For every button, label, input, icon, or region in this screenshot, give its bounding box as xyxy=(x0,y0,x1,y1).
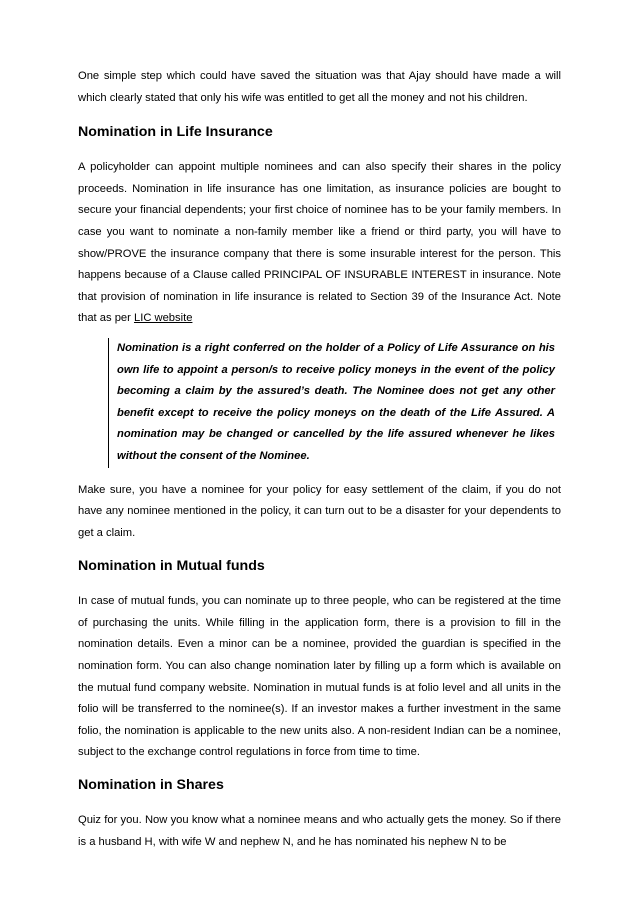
intro-paragraph: One simple step which could have saved the situation was that Ajay should have made a will which clearly stated that only his wife was entitled to get all the money and not his children. xyxy=(78,70,561,104)
heading-life-insurance: Nomination in Life Insurance xyxy=(78,124,273,141)
lic-website-link[interactable]: LIC website xyxy=(133,312,193,325)
heading-mutual-funds: Nomination in Mutual funds xyxy=(78,558,265,575)
mutual-funds-paragraph: In case of mutual funds, you can nominate up to three people, who can be registered at the time of purchasing the units. While filling in the application form, there is a provision to fill in the nomination details. Even a minor can be a nominee, provided the guardian is specified in the nomination form. You can also change nomination later by filling up a form which is available on the mutual fund company website. Nomination in mutual funds is at folio level and all units in the folio will be transferred to the nominee(s). If an investor makes a further investment in the same folio, the nomination is applicable to the new units also. A non-resident Indian can be a nominee, subject to the exchange control regulations in force from time to time. xyxy=(78,595,561,759)
life-insurance-text: A policyholder can appoint multiple nominees and can also specify their shares in the policy proceeds. Nomination in life insurance has one limitation, as insurance policies are bought to secure your financial dependents; your first choice of nominee has to be your family members. In case you want to nominate a non-family member like a friend or third party, you will have to show/PROVE the insurance company that there is some insurable interest for the person. This happens because of a Clause called PRINCIPAL OF INSURABLE INTEREST in insurance. Note that provision of nomination in life insurance is related to Section 39 of the Insurance Act. Note that as per xyxy=(78,161,561,325)
life-insurance-paragraph xyxy=(78,157,561,330)
document-body xyxy=(78,66,561,853)
nominee-advice-paragraph: Make sure, you have a nominee for your policy for easy settlement of the claim, if you do not have any nominee mentioned in the policy, it can turn out to be a disaster for your dependents to get a claim. xyxy=(78,483,561,539)
heading-shares: Nomination in Shares xyxy=(78,777,224,794)
lic-quote-block xyxy=(108,338,555,468)
lic-quote-text: Nomination is a right conferred on the holder of a Policy of Life Assurance on his own life to appoint a person/s to receive policy moneys in the event of the policy becoming a claim by the assured’s death. The Nominee does not get any other benefit except to receive the policy moneys on the death of the Life Assured. A nomination may be changed or cancelled by the life assured whenever he likes without the consent of the Nominee. xyxy=(117,341,555,462)
shares-paragraph: Quiz for you. Now you know what a nominee means and who actually gets the money. So if there is a husband H, with wife W and nephew N, and he has nominated his nephew N to be xyxy=(78,814,561,848)
